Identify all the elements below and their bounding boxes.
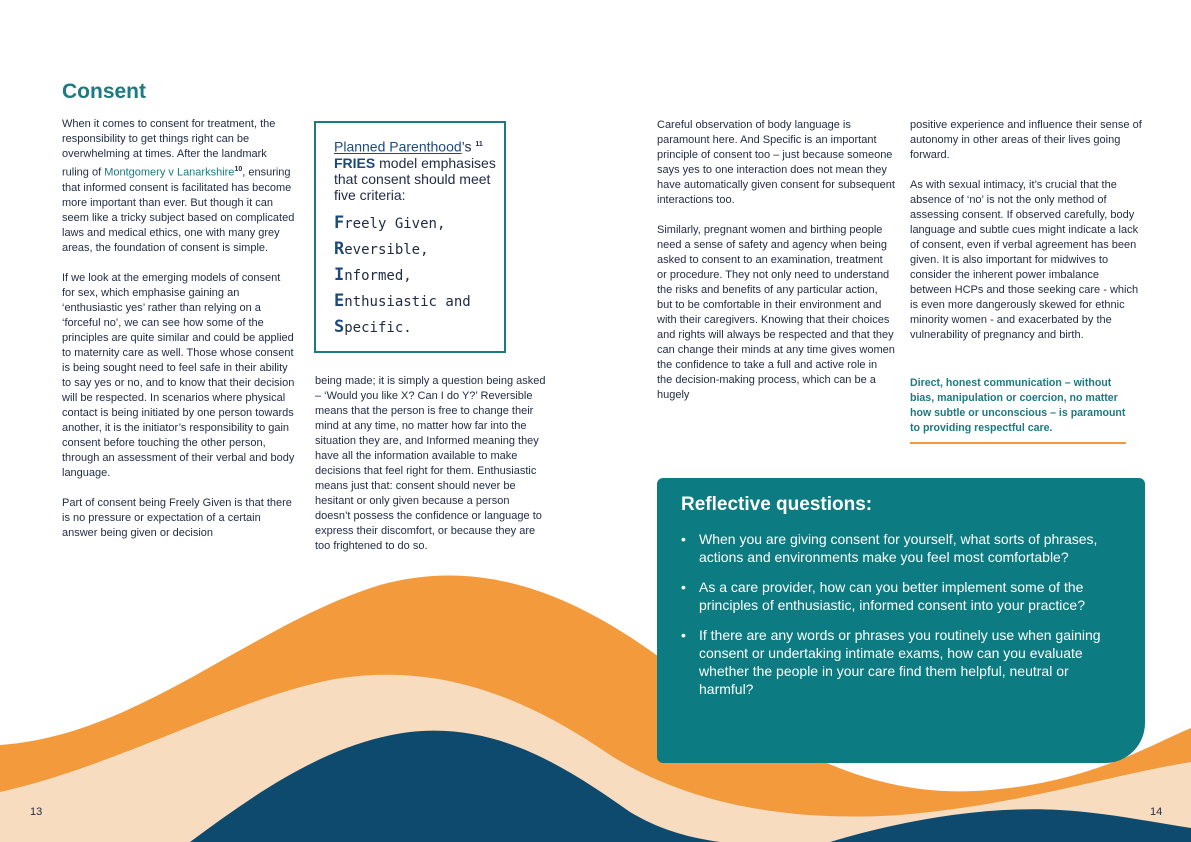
pull-quote: Direct, honest communication – without bias, manipulation or coercion, no matter how subtle or unconscious – is paramount to providing respectful care. bbox=[910, 376, 1126, 444]
fries-item bbox=[334, 315, 504, 341]
callout-intro bbox=[334, 137, 514, 203]
montgomery-link[interactable]: Montgomery v Lanarkshire bbox=[104, 166, 235, 179]
reflective-item: • When you are giving consent for yourself, what sorts of phrases, actions and environments make you feel most comfortable? bbox=[681, 530, 1121, 566]
fries-word: nthusiastic and bbox=[344, 293, 471, 310]
fries-item bbox=[334, 211, 504, 237]
paragraph bbox=[62, 117, 296, 256]
fries-item bbox=[334, 237, 504, 263]
paragraph: As with sexual intimacy, it’s crucial that the absence of ‘no’ is not the only method of assessing consent. If observed carefully, body language and subtle cues might indicate a lack of consent, even if verbal agreement has been given. It is also important for midwives to consider the inherent power imbalance between HCPs and those seeking care - which is even more dangerously skewed for ethnic minority women - and exacerbated by the vulnerability of pregnancy and birth. bbox=[910, 179, 1139, 341]
page-title: Consent bbox=[62, 80, 146, 103]
planned-parenthood-link[interactable]: Planned Parenthood bbox=[334, 138, 462, 155]
fries-word: nformed, bbox=[344, 267, 412, 284]
page-number-left: 13 bbox=[30, 806, 43, 818]
text: ’s bbox=[461, 138, 472, 155]
reference-marker: 11 bbox=[475, 141, 483, 148]
paragraph: being made; it is simply a question being asked – ‘Would you like X? Can I do Y?’ Reversible means that the person is free to change their mind at any time, no matter how far into the situation they are, and Informed meaning they have all the information available to make decisions that feel right for them. Enthusiastic means just that: consent should never be hesitant or only given because a person doesn’t possess the confidence or language to express their discomfort, or because they are too frightened to do so. bbox=[315, 375, 546, 552]
paragraph: If we look at the emerging models of consent for sex, which emphasise gaining an ‘enthusiastic yes’ rather than relying on a ‘forceful no’, we can see how some of the principles are quite similar and could be applied to maternity care as well. Those whose consent is being sought need to feel safe in their ability to say yes or no, and to know that their decision will be respected. In scenarios where physical contact is being initiated by one person towards another, it is the initiator’s responsibility to gain consent before touching the other person, through an assessment of their verbal and body language. bbox=[62, 271, 295, 479]
page-number-right: 14 bbox=[1150, 806, 1163, 818]
column-3 bbox=[657, 118, 895, 418]
fries-word: pecific. bbox=[344, 319, 412, 336]
text: model emphasises that consent should meet five criteria: bbox=[334, 154, 496, 203]
text: , ensuring that informed consent is facilitated has become more important than ever. But though it can seem like a tricky subject based on complicated laws and medical ethics, one with many grey areas, the foundation of consent is simple. bbox=[62, 166, 295, 254]
fries-item bbox=[334, 263, 504, 289]
fries-initial: I bbox=[334, 264, 345, 285]
fries-initial: F bbox=[334, 212, 345, 233]
paragraph: positive experience and influence their sense of autonomy in other areas of their lives going forward. bbox=[910, 119, 1142, 161]
fries-item bbox=[334, 289, 504, 315]
fries-initial: S bbox=[334, 316, 345, 337]
fries-callout-box bbox=[314, 121, 506, 353]
column-2 bbox=[315, 374, 547, 569]
paragraph: Similarly, pregnant women and birthing people need a sense of safety and agency when being asked to consent to an examination, treatment or procedure. They not only need to understand the risks and benefits of any particular action, but to be comfortable in their environment and with their caregivers. Knowing that their choices and rights will always be respected and that they can change their minds at any time gives women the confidence to take a full and active role in the decision-making process, which can be a hugely bbox=[657, 224, 895, 401]
fries-word: eversible, bbox=[344, 241, 429, 258]
reflective-item: • As a care provider, how can you better implement some of the principles of enthusiastic, informed consent into your practice? bbox=[681, 578, 1121, 614]
reflective-list bbox=[681, 530, 1121, 698]
fries-initial: R bbox=[334, 238, 345, 259]
paragraph: Part of consent being Freely Given is that there is no pressure or expectation of a certain answer being given or decision bbox=[62, 496, 292, 539]
column-1 bbox=[62, 117, 296, 556]
text: When it comes to consent for treatment, the responsibility to get things right can be overwhelming at times. After the landmark ruling of bbox=[62, 118, 276, 179]
column-4 bbox=[910, 118, 1142, 358]
fries-word: reely Given, bbox=[344, 215, 446, 232]
fries-initial: E bbox=[334, 290, 345, 311]
reflective-title: Reflective questions: bbox=[681, 494, 873, 515]
reference-marker: 10 bbox=[234, 166, 243, 173]
fries-label: FRIES bbox=[334, 154, 376, 171]
reflective-questions-panel bbox=[657, 478, 1145, 763]
reflective-item: • If there are any words or phrases you routinely use when gaining consent or undertaking intimate exams, how can you evaluate whether the people in your care find them helpful, neutral or harmful? bbox=[681, 626, 1121, 698]
fries-list bbox=[334, 211, 504, 341]
paragraph: Careful observation of body language is paramount here. And Specific is an important principle of consent too – just because someone says yes to one interaction does not mean they have automatically given consent for subsequent interactions too. bbox=[657, 119, 895, 206]
